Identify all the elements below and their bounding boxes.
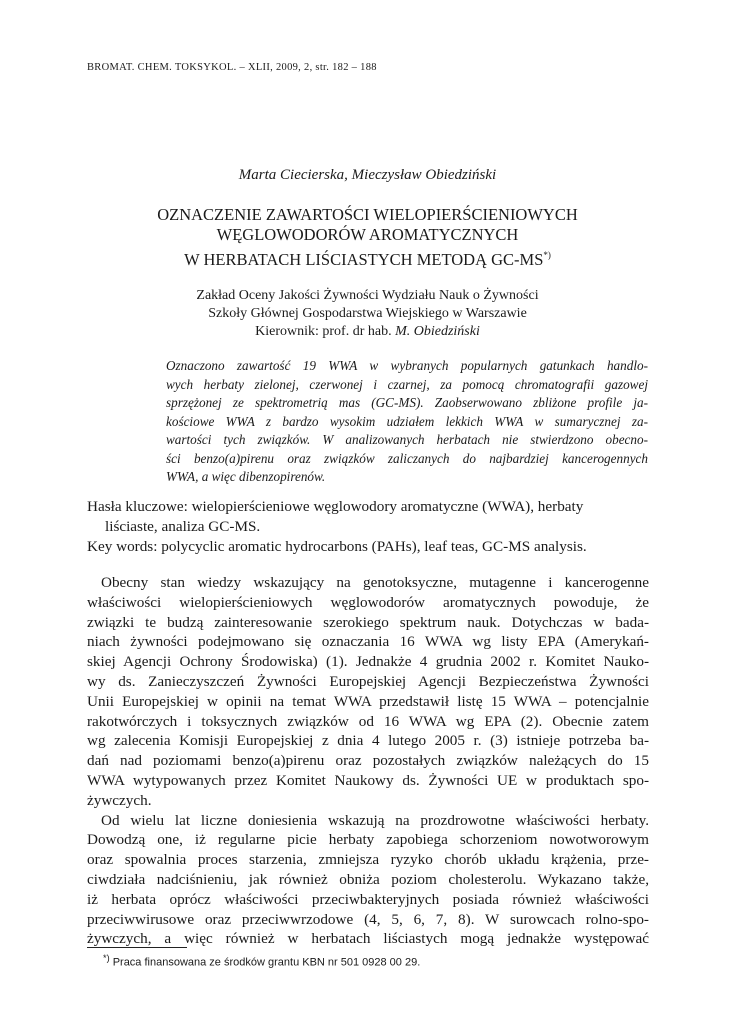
abstract	[166, 357, 648, 487]
body-line: iż herbata oprócz właściwości przeciwbakteryjnych posiada również właściwości	[87, 890, 649, 908]
body-line: Dowodzą one, iż regularne picie herbaty zapobiega schorzeniom nowotworowym	[87, 831, 649, 849]
keywords-en: Key words: polycyclic aromatic hydrocarbons (PAHs), leaf teas, GC-MS analysis.	[87, 538, 587, 555]
footnote-rule	[87, 947, 187, 948]
affiliation-head	[0, 323, 735, 341]
abstract-line: sprzężonej ze spektrometrią mas (GC-MS). Zaobserwowano zbliżone profile ja-	[166, 395, 648, 410]
abstract-line: wartości tych związków. W analizowanych herbatach nie stwierdzono obecno-	[166, 432, 648, 447]
footnote-mark: *)	[103, 953, 110, 963]
title-line-text: W HERBATACH LIŚCIASTYCH METODĄ GC-MS	[184, 250, 544, 269]
affiliation	[0, 287, 735, 341]
affiliation-line: Szkoły Głównej Gospodarstwa Wiejskiego w Warszawie	[208, 306, 527, 321]
body-line: żywczych, a więc również w herbatach liściastych mogą jednakże występować	[87, 930, 649, 948]
body-line: wg zalecenia Komisji Europejskiej z dnia 4 lutego 2005 r. (3) istnieje potrzeba ba-	[87, 732, 649, 750]
keywords-pl: Hasła kluczowe: wielopierścieniowe węglowodory aromatyczne (WWA), herbaty	[87, 498, 584, 515]
running-head: BROMAT. CHEM. TOKSYKOL. – XLII, 2009, 2, str. 182 – 188	[87, 62, 377, 73]
abstract-line: kościowe WWA z bardzo wysokim udziałem lekkich WWA w sumarycznej za-	[166, 413, 648, 429]
body-line: ciwdziała nadciśnieniu, jak również obniża poziom cholesterolu. Wykazano także,	[87, 870, 649, 888]
body-line: dań nad poziomami benzo(a)pirenu oraz pozostałych związków należących do 15	[87, 752, 649, 770]
head-name: M. Obiedziński	[395, 324, 480, 339]
authors: Marta Ciecierska, Mieczysław Obiedziński	[238, 167, 497, 183]
body-line: Obecny stan wiedzy wskazujący na genotoksyczne, mutagenne i kancerogenne	[101, 574, 649, 591]
body-line: żywczych.	[87, 791, 152, 809]
abstract-line: WWA, a więc dibenzopirenów.	[166, 469, 326, 484]
body-line: Od wielu lat liczne doniesienia wskazują na prozdrowotne właściwości herbaty.	[101, 811, 649, 829]
body-line: związki te budzą zainteresowanie szerokiego spektrum nauk. Dotychczas w bada-	[87, 613, 649, 631]
body-line: skiej Agencji Ochrony Środowiska) (1). Jednakże 4 grudnia 2002 r. Komitet Nauko-	[87, 653, 649, 671]
body-line: Unii Europejskiej w opinii na temat WWA przedstawił listę 15 WWA – potencjalnie	[87, 692, 649, 710]
title-footnote-mark: *)	[543, 250, 551, 260]
body-line: rakotwórczych i toksycznych związków od 16 WWA wg EPA (2). Obecnie zatem	[87, 712, 649, 730]
article-title	[60, 205, 675, 270]
body-line: właściwości wielopierścieniowych węglowodorów aromatycznych powoduje, że	[87, 593, 649, 611]
body-line: wy ds. Zanieczyszczeń Żywności Europejskiej Agencji Bezpieczeństwa Żywności	[87, 672, 649, 690]
abstract-line: wych herbaty zielonej, czerwonej i czarnej, za pomocą chromatografii gazowej	[166, 376, 648, 392]
abstract-line: ści benzo(a)pirenu oraz związków zaliczanych do najbardziej kancerogennych	[166, 450, 648, 466]
abstract-line: Oznaczono zawartość 19 WWA w wybranych popularnych gatunkach handlo-	[166, 358, 648, 373]
footnote	[103, 953, 420, 969]
title-line	[60, 245, 675, 270]
body-line: oraz spowalnia proces starzenia, zmniejsza ryzyko chorób układu krążenia, prze-	[87, 851, 649, 869]
body-line: niach żywności podejmowano się oznaczania 16 WWA wg listy EPA (Amerykań-	[87, 633, 649, 651]
title-line: OZNACZENIE ZAWARTOŚCI WIELOPIERŚCIENIOWYCH	[157, 205, 578, 224]
keywords-pl-cont: liściaste, analiza GC-MS.	[105, 518, 261, 535]
title-line: WĘGLOWODORÓW AROMATYCZNYCH	[216, 225, 519, 244]
body-line: przeciwwirusowe oraz przeciwwrzodowe (4, 5, 6, 7, 8). W surowcach rolno-spo-	[87, 910, 649, 928]
keywords	[87, 497, 649, 557]
body-line: WWA wytypowanych przez Komitet Naukowy ds. Żywności UE w produktach spo-	[87, 771, 649, 789]
head-prefix: Kierownik: prof. dr hab.	[255, 324, 392, 339]
affiliation-line: Zakład Oceny Jakości Żywności Wydziału Nauk o Żywności	[196, 288, 539, 303]
body-text	[87, 573, 649, 949]
footnote-text: Praca finansowana ze środków grantu KBN nr 501 0928 00 29.	[112, 956, 421, 969]
